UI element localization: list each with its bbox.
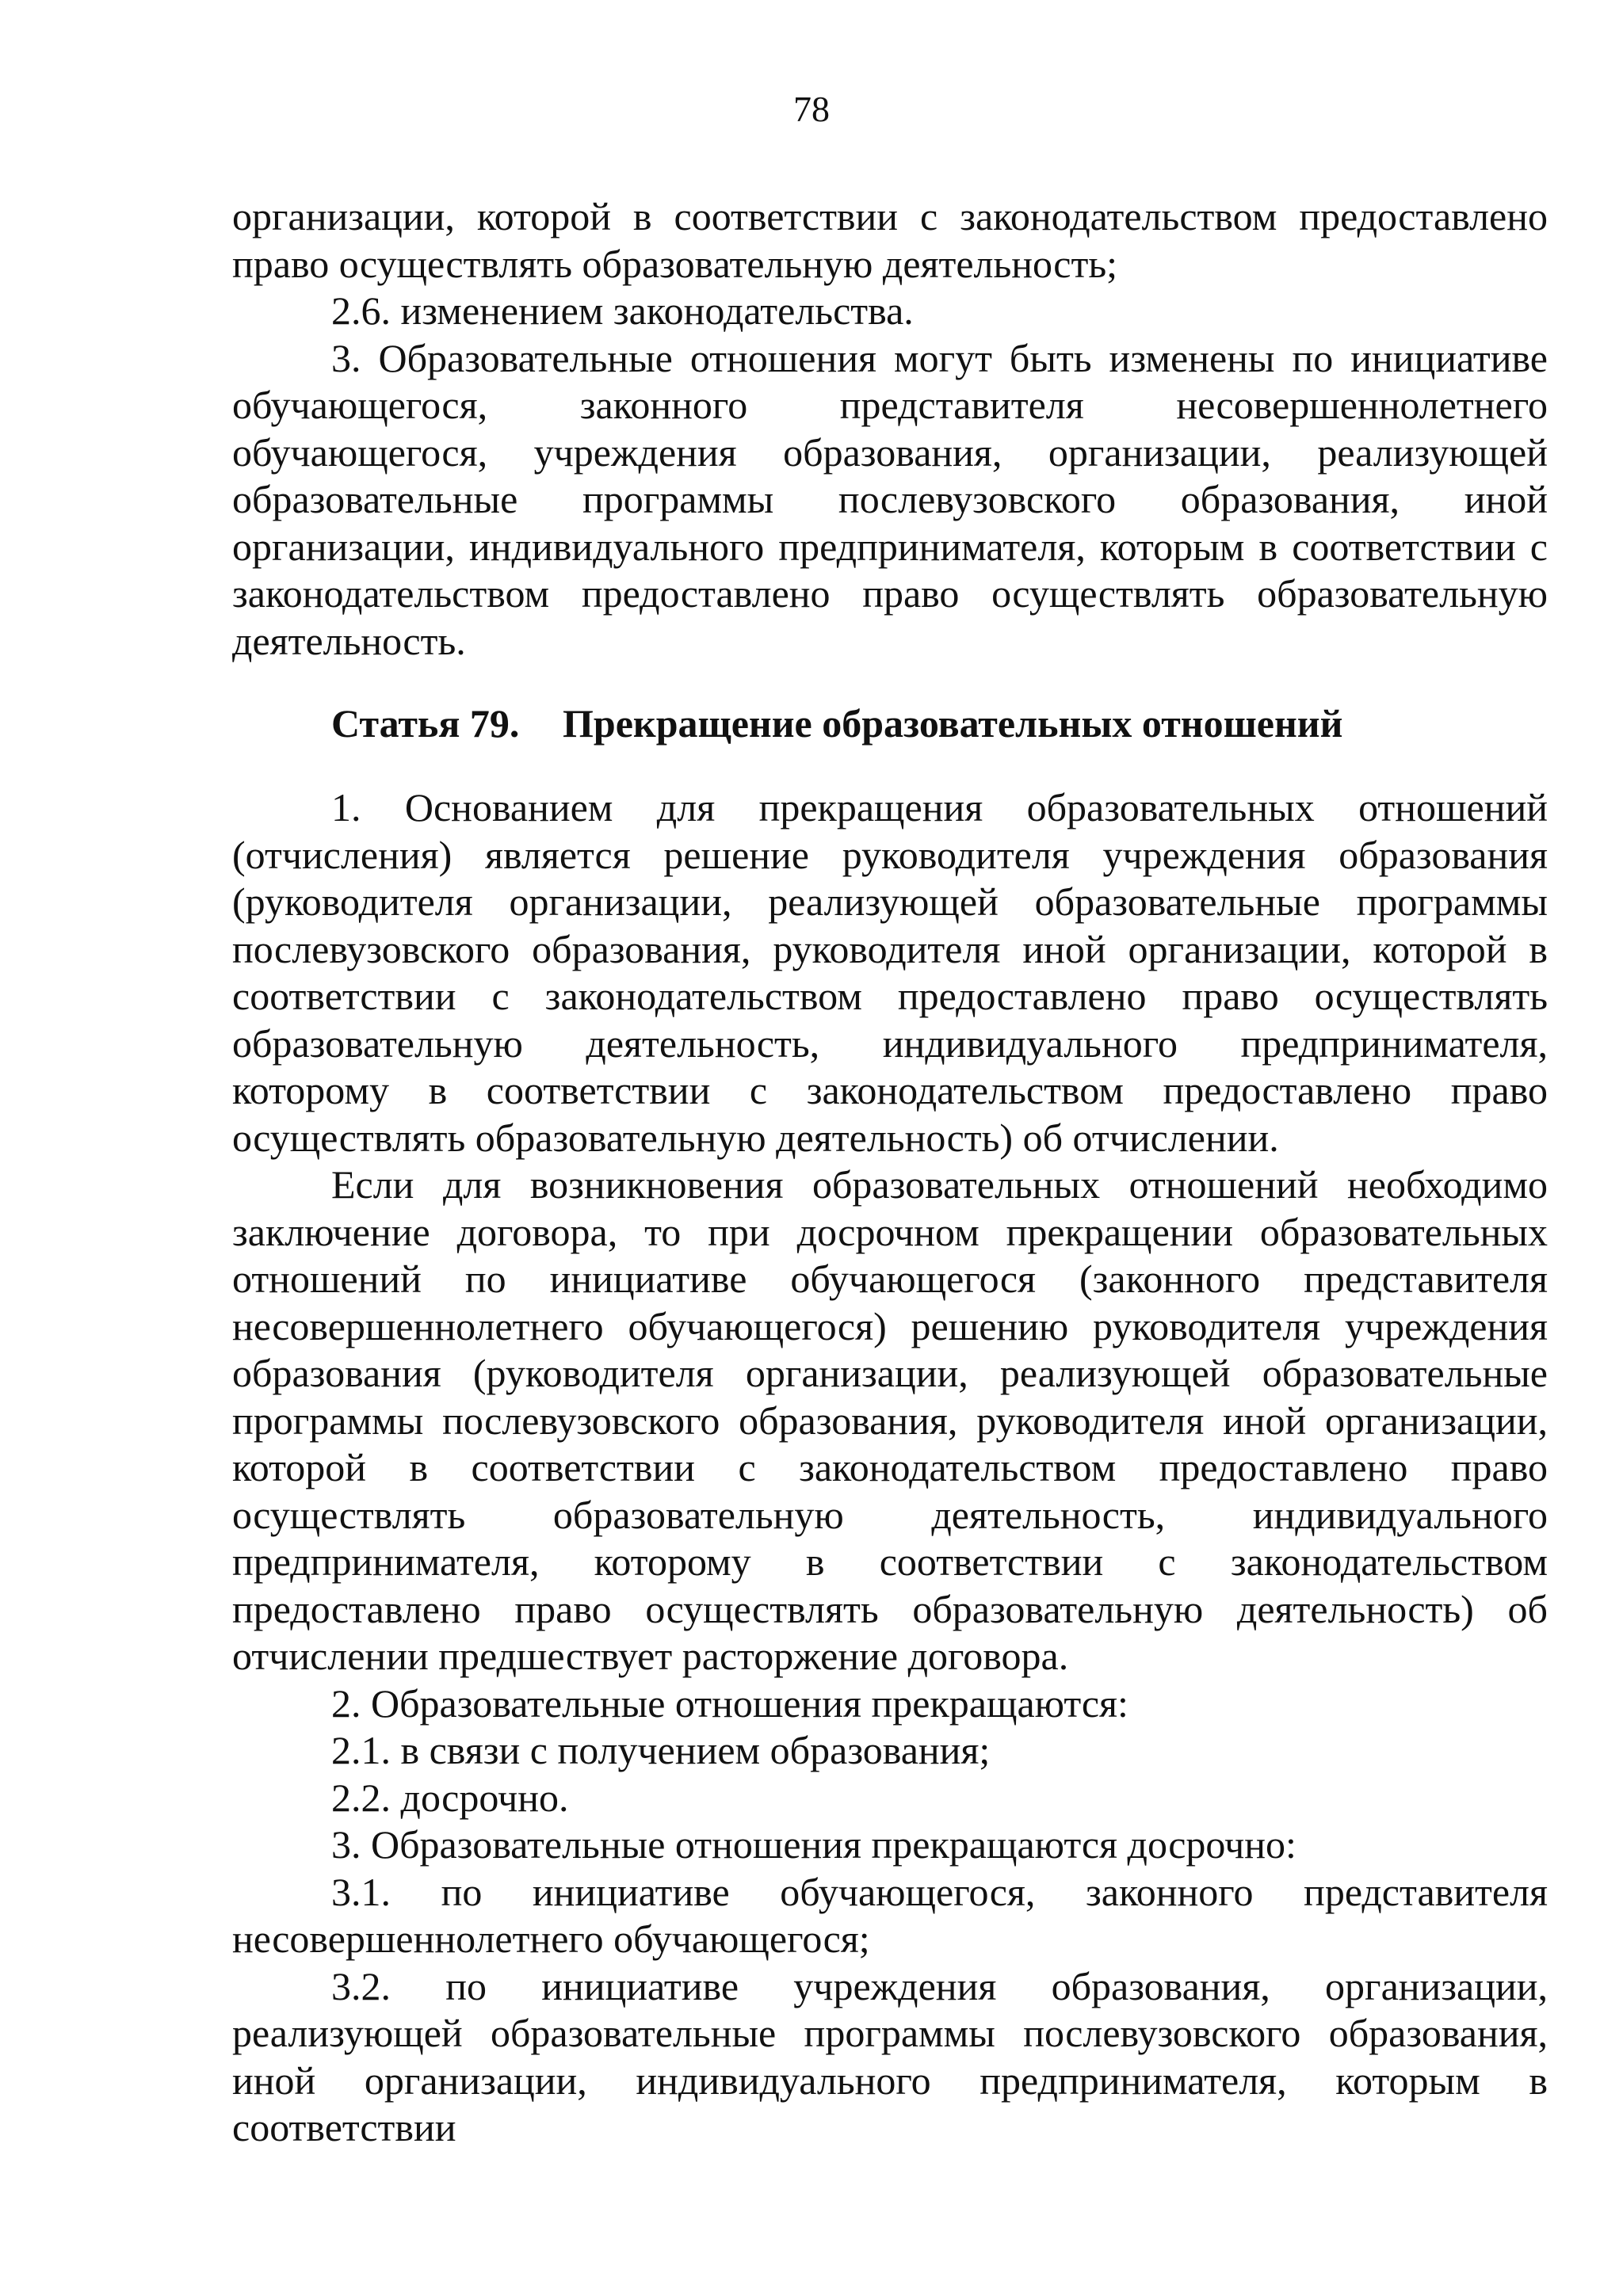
paragraph: 3. Образовательные отношения прекращаются досрочно:	[331, 1822, 1296, 1867]
article-number: Статья 79.	[331, 701, 520, 746]
article-title: Прекращение образовательных отношений	[563, 701, 1343, 746]
page-number: 78	[793, 89, 830, 129]
article-heading	[232, 699, 1548, 748]
paragraph: 2.6. изменением законодательства.	[331, 288, 914, 333]
document-body	[232, 193, 1548, 2152]
paragraph: 2.1. в связи с получением образования;	[331, 1728, 991, 1772]
paragraph: 3.2. по инициативе учреждения образования, организации, реализующей образовательные программы послевузовского образования, иной организации, индивидуального предпринимателя, которым в соответствии	[232, 1963, 1548, 2149]
paragraph: 2. Образовательные отношения прекращаются:	[331, 1680, 1128, 1726]
paragraph: Если для возникновения образовательных отношений необходимо заключение договора, то при досрочном прекращении образовательных отношений по инициативе обучающегося (законного представителя несовершеннолетнего обучающегося) решению руководителя учреждения образования (руководителя организации, реализующей образовательные программы послевузовского образования, руководителя иной организации, которой в соответствии с законодательством предоставлено право осуществлять образовательную деятельность, индивидуального предпринимателя, которому в соответствии с законодательством предоставлено право осуществлять образовательную деятельность) об отчислении предшествует расторжение договора.	[232, 1162, 1548, 1678]
paragraph: 3.1. по инициативе обучающегося, законного представителя несовершеннолетнего обучающегося;	[232, 1869, 1548, 1961]
paragraph: 3. Образовательные отношения могут быть изменены по инициативе обучающегося, законного представителя несовершеннолетнего обучающегося, учреждения образования, организации, реализующей образовательные программы послевузовского образования, иной организации, индивидуального предпринимателя, которым в соответствии с законодательством предоставлено право осуществлять образовательную деятельность.	[232, 335, 1548, 663]
paragraph: 2.2. досрочно.	[331, 1775, 569, 1820]
paragraph: 1. Основанием для прекращения образовательных отношений (отчисления) является решение руководителя учреждения образования (руководителя организации, реализующей образовательные программы послевузовского образования, руководителя иной организации, которой в соответствии с законодательством предоставлено право осуществлять образовательную деятельность, индивидуального предпринимателя, которому в соответствии с законодательством предоставлено право осуществлять образовательную деятельность) об отчислении.	[232, 785, 1548, 1160]
paragraph: организации, которой в соответствии с законодательством предоставлено право осуществлять образовательную деятельность;	[232, 194, 1548, 286]
